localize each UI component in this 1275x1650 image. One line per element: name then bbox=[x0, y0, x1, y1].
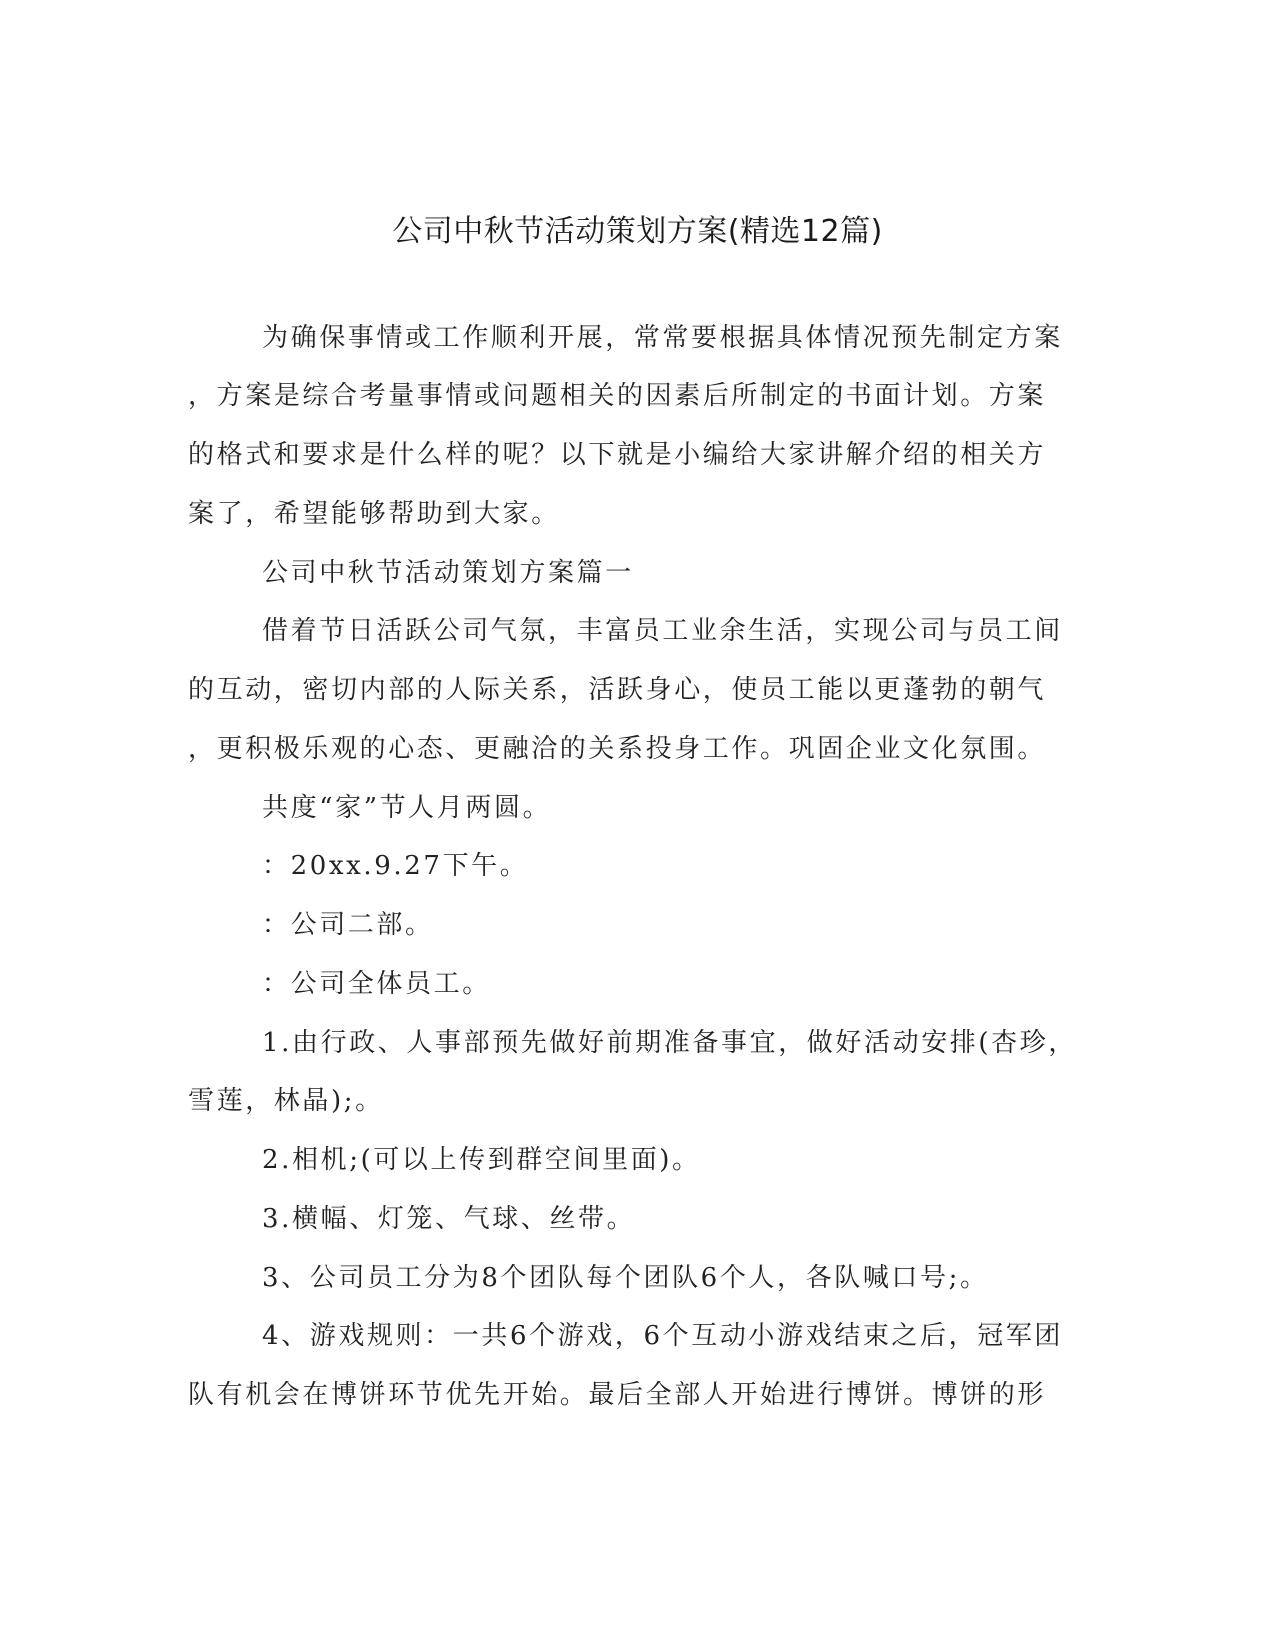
paragraph-line: ：20xx.9.27下午。 bbox=[262, 851, 529, 881]
paragraph-line: 案了，希望能够帮助到大家。 bbox=[188, 499, 560, 529]
paragraph-line: 的格式和要求是什么样的呢？以下就是小编给大家讲解介绍的相关方 bbox=[188, 440, 1047, 470]
list-item: 3、公司员工分为8个团队每个团队6个人，各队喊口号;。 bbox=[262, 1263, 989, 1293]
list-item: 3.横幅、灯笼、气球、丝带。 bbox=[262, 1204, 636, 1234]
list-item: 1.由行政、人事部预先做好前期准备事宜，做好活动安排(杏珍， bbox=[262, 1028, 1077, 1058]
list-item: 4、游戏规则：一共6个游戏，6个互动小游戏结束之后，冠军团 bbox=[262, 1321, 1064, 1351]
paragraph-line: 的互动，密切内部的人际关系，活跃身心，使员工能以更蓬勃的朝气 bbox=[188, 675, 1047, 705]
paragraph-line: 借着节日活跃公司气氛，丰富员工业余生活，实现公司与员工间 bbox=[262, 616, 1063, 646]
document-title: 公司中秋节活动策划方案(精选12篇) bbox=[392, 214, 883, 249]
paragraph-line: 共度“家”节人月两圆。 bbox=[262, 793, 552, 823]
paragraph-line: ，更积极乐观的心态、更融洽的关系投身工作。巩固企业文化氛围。 bbox=[188, 734, 1047, 764]
paragraph-line: ：公司二部。 bbox=[262, 910, 434, 940]
paragraph-line: ：公司全体员工。 bbox=[262, 969, 491, 999]
section-heading: 公司中秋节活动策划方案篇一 bbox=[262, 558, 634, 588]
paragraph-line: 为确保事情或工作顺利开展，常常要根据具体情况预先制定方案 bbox=[262, 323, 1063, 353]
paragraph-line: ，方案是综合考量事情或问题相关的因素后所制定的书面计划。方案 bbox=[188, 381, 1047, 411]
list-item: 2.相机;(可以上传到群空间里面)。 bbox=[262, 1145, 701, 1175]
list-item-continuation: 队有机会在博饼环节优先开始。最后全部人开始进行博饼。博饼的形 bbox=[188, 1380, 1047, 1410]
list-item-continuation: 雪莲，林晶);。 bbox=[188, 1086, 384, 1116]
